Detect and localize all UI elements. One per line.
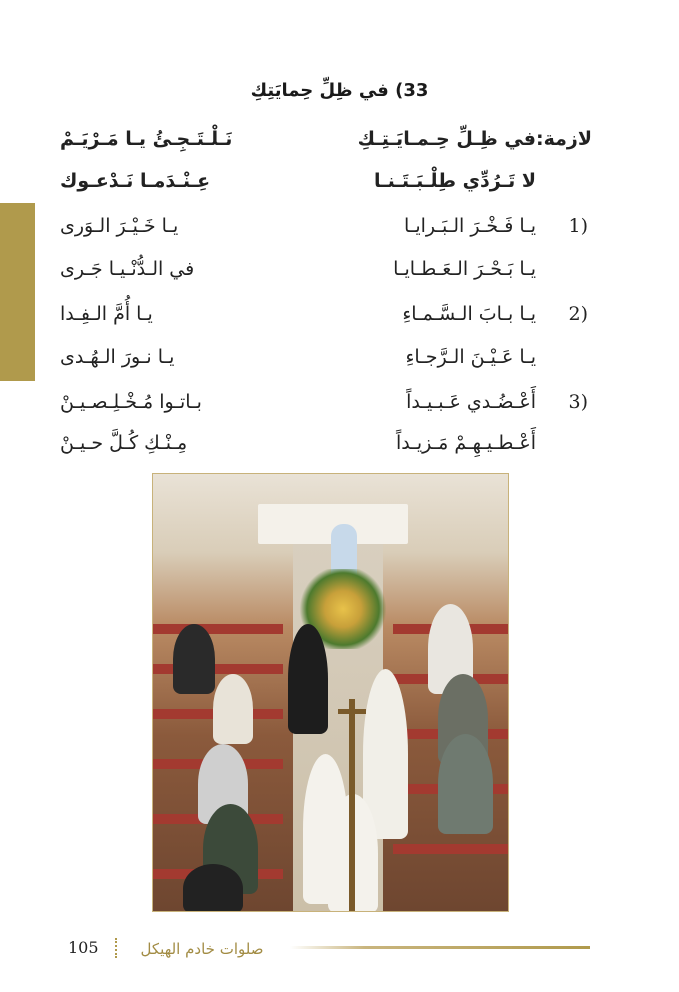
verse-line-first-half: يـا بَـحْـرَ الـعَـطـايـا	[393, 258, 536, 280]
processional-crossbar	[338, 709, 366, 714]
verse-line-second-half: يـا خَـيْـرَ الـوَرى	[60, 215, 179, 237]
verse-line-first-half: لا تَـرُدِّي طِلْـبَـتَـنـا	[373, 170, 536, 192]
verse-row	[60, 432, 592, 472]
footer-book-title: صلوات خادم الهيكل	[140, 940, 264, 958]
page-number: 105	[68, 938, 99, 957]
verse-line-second-half: نَـلْـتَـجِـئُ يـا مَـرْيَـمْ	[60, 128, 233, 150]
verse-number: 3)	[568, 391, 588, 413]
person	[173, 624, 215, 694]
refrain-label: لازمة:	[536, 128, 592, 150]
verse-row	[60, 128, 592, 168]
verse-line-second-half: يـا نـورَ الـهُـدى	[60, 346, 175, 368]
verse-line-first-half: أَعْـضُـدي عَـبـيـداً	[406, 391, 536, 413]
church-procession-photo	[152, 473, 509, 912]
verse-number: 1)	[568, 215, 588, 237]
verse-line-second-half: في الـدُّنْـيـا جَـرى	[60, 258, 195, 280]
side-tab	[0, 203, 35, 381]
verse-line-first-half: يـا فَـخْـرَ الـبَـرايـا	[403, 215, 536, 237]
verse-row	[60, 170, 592, 210]
verse-number: 2)	[568, 303, 588, 325]
person	[213, 674, 253, 744]
pew	[153, 624, 283, 634]
verse-line-first-half: أَعْـطـيـهِـمْ مَـزيـداً	[396, 432, 536, 454]
footer-rule	[290, 946, 590, 949]
verse-row	[60, 303, 592, 343]
pew	[393, 844, 509, 854]
hymn-title: 33) في ظِلِّ حِمايَتِكِ	[250, 80, 429, 101]
verse-line-first-half: يـا عَـيْـنَ الـرَّجـاءِ	[405, 346, 536, 368]
verse-line-second-half: عِـنْـدَمـا نَـدْعـوك	[60, 170, 211, 192]
verse-line-second-half: يـا أُمَّ الـفِـدا	[60, 303, 153, 325]
person	[183, 864, 243, 912]
verse-row	[60, 258, 592, 298]
verse-line-second-half: مِـنْـكِ كُـلَّ حـيـنْ	[60, 432, 188, 454]
processional-cross	[349, 699, 355, 912]
verse-row	[60, 346, 592, 386]
person	[438, 734, 493, 834]
verse-row	[60, 391, 592, 431]
verse-line-first-half: يـا بـابَ الـسَّـمـاءِ	[402, 303, 536, 325]
footer-separator	[115, 938, 119, 958]
verse-line-first-half: في ظِـلِّ حِـمـايَـتِـكِ	[357, 128, 536, 150]
verse-line-second-half: بـاتـوا مُـخْـلِـصـيـنْ	[60, 391, 202, 413]
verse-row	[60, 215, 592, 255]
person	[288, 624, 328, 734]
